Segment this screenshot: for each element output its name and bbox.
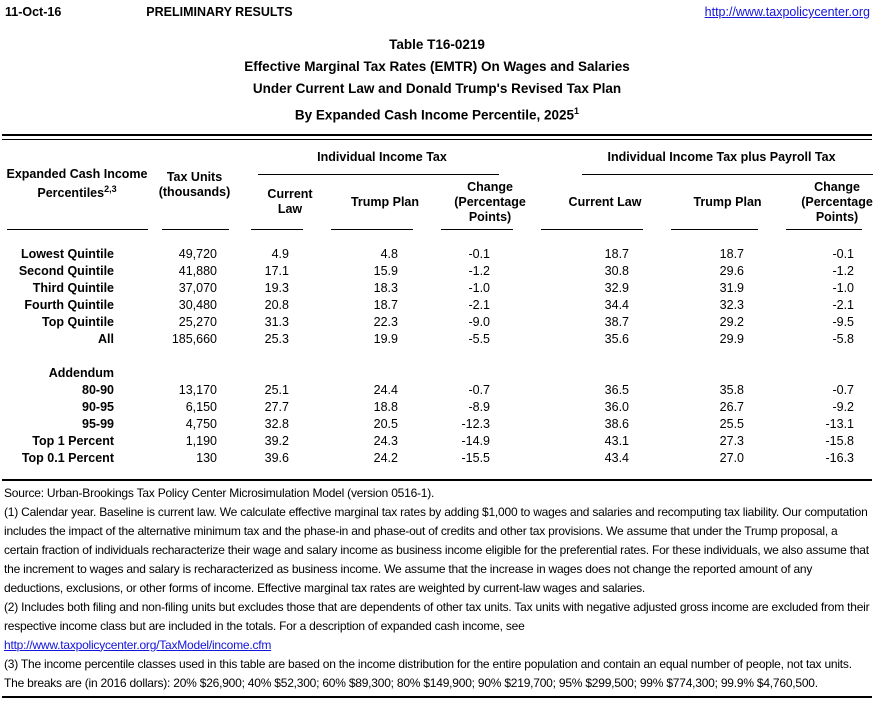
column-header-tax-units: Tax Units (thousands) <box>152 140 237 230</box>
value-cell: 27.0 <box>719 450 745 465</box>
top-header-bar <box>2 4 872 19</box>
table-row <box>2 297 874 314</box>
value-cell <box>527 365 657 382</box>
table-row <box>2 246 874 263</box>
row-label: Fourth Quintile <box>24 297 114 312</box>
value-cell: 34.4 <box>604 297 630 312</box>
value-cell: -5.8 <box>832 331 855 346</box>
value-cell: 27.3 <box>719 433 745 448</box>
value-cell: 15.9 <box>373 263 398 278</box>
value-cell <box>657 365 772 382</box>
header-underline <box>331 229 413 230</box>
column-header-change-1: Change (Percentage Points) <box>427 175 527 230</box>
value-cell: -9.5 <box>832 314 855 329</box>
value-cell: 35.6 <box>604 331 630 346</box>
value-cell: 130 <box>196 450 217 465</box>
spacer-row <box>2 348 874 365</box>
value-cell: 24.4 <box>373 382 398 397</box>
preliminary-results-label: PRELIMINARY RESULTS <box>146 5 293 19</box>
value-cell: 25.3 <box>264 331 289 346</box>
emtr-table <box>2 140 874 479</box>
value-cell: 4.8 <box>380 246 398 261</box>
value-cell: 6,150 <box>185 399 217 414</box>
value-cell: -13.1 <box>825 416 855 431</box>
footnote-2: (2) Includes both filing and non-filing units but excludes those that are dependents of other tax units. Tax units with negative adjusted gross income are excluded from their respective income class but are included in the totals. For a description of expanded cash income, see <box>4 599 870 633</box>
value-cell: 41,880 <box>178 263 217 278</box>
value-cell: -1.2 <box>832 263 855 278</box>
column-header-current-law-2: Current Law <box>527 175 657 230</box>
row-label: Addendum <box>48 365 114 380</box>
value-cell: -14.9 <box>461 433 491 448</box>
value-cell: -9.2 <box>832 399 855 414</box>
table-row <box>2 382 874 399</box>
stub-footnote-marker: 2,3 <box>104 184 117 195</box>
value-cell: 4,750 <box>185 416 217 431</box>
value-cell <box>237 365 317 382</box>
value-cell: 1,190 <box>185 433 217 448</box>
value-cell: 32.3 <box>719 297 745 312</box>
value-cell <box>772 365 874 382</box>
row-label: 80-90 <box>82 382 114 397</box>
value-cell: 30,480 <box>178 297 217 312</box>
value-cell: 18.8 <box>373 399 398 414</box>
column-header-trump-plan-2: Trump Plan <box>657 175 772 230</box>
value-cell: 36.0 <box>604 399 630 414</box>
title-line-4: By Expanded Cash Income Percentile, 2025$^1$ <box>294 106 580 123</box>
table-row <box>2 314 874 331</box>
group-header-income-plus-payroll-tax: Individual Income Tax plus Payroll Tax <box>527 140 874 175</box>
column-header-trump-plan-1: Trump Plan <box>317 175 427 230</box>
header-underline <box>786 229 862 230</box>
row-label: Top 0.1 Percent <box>21 450 114 465</box>
value-cell: -16.3 <box>825 450 855 465</box>
income-definition-link[interactable]: http://www.taxpolicycenter.org/TaxModel/income.cfm <box>4 637 272 652</box>
value-cell: -1.2 <box>468 263 491 278</box>
value-cell: 32.9 <box>604 280 630 295</box>
page-bottom-rule <box>2 696 872 698</box>
value-cell: 18.7 <box>719 246 745 261</box>
row-label: All <box>98 331 114 346</box>
table-number-title: Table T16-0219 <box>389 37 485 52</box>
row-label: Top 1 Percent <box>32 433 114 448</box>
value-cell: -15.8 <box>825 433 855 448</box>
value-cell: -0.1 <box>832 246 855 261</box>
table-row <box>2 280 874 297</box>
value-cell: 38.7 <box>604 314 630 329</box>
value-cell: 24.3 <box>373 433 398 448</box>
row-label: Top Quintile <box>42 314 114 329</box>
value-cell: 4.9 <box>271 246 289 261</box>
stub-underline <box>7 229 148 230</box>
value-cell: -2.1 <box>832 297 855 312</box>
value-cell: 17.1 <box>264 263 289 278</box>
value-cell: 24.2 <box>373 450 398 465</box>
column-header-current-law-1: Current Law <box>237 175 317 230</box>
table-row <box>2 331 874 348</box>
footnote-2-link-line <box>4 636 870 655</box>
value-cell: 31.9 <box>719 280 745 295</box>
value-cell: 19.3 <box>264 280 289 295</box>
value-cell: 18.7 <box>373 297 398 312</box>
value-cell: -12.3 <box>461 416 491 431</box>
value-cell: -5.5 <box>468 331 491 346</box>
value-cell: 35.8 <box>719 382 745 397</box>
value-cell: 25.1 <box>264 382 289 397</box>
title-footnote-marker: 1 <box>574 106 580 116</box>
value-cell: 29.6 <box>719 263 745 278</box>
value-cell: 29.2 <box>719 314 745 329</box>
value-cell: 26.7 <box>719 399 745 414</box>
value-cell: 18.7 <box>604 246 630 261</box>
spacer-row <box>2 230 874 246</box>
footnote-3: (3) The income percentile classes used in this table are based on the income distribution for the entire population and contain an equal number of people, not tax units. The breaks are (in 2016 dollars): 20% $26,900; 40% $52,300; 60% $89,300; 80% $149,900; 90% $219,700; 95% $299,500; 99% $774,300; 99.9% $4,760,500. <box>4 656 852 690</box>
row-label: 95-99 <box>82 416 114 431</box>
report-date: 11-Oct-16 <box>5 5 62 19</box>
header-underline <box>251 229 303 230</box>
table-row <box>2 365 874 382</box>
value-cell: 38.6 <box>604 416 630 431</box>
column-header-percentiles: Expanded Cash Income Percentiles$^{2,3}$ <box>2 140 152 230</box>
value-cell: -1.0 <box>468 280 491 295</box>
value-cell: 49,720 <box>178 246 217 261</box>
spacer-row <box>2 467 874 479</box>
value-cell: 43.1 <box>604 433 630 448</box>
row-label: Third Quintile <box>32 280 114 295</box>
value-cell: 39.2 <box>264 433 289 448</box>
value-cell: 39.6 <box>264 450 289 465</box>
title-block <box>2 34 872 127</box>
header-underline <box>541 229 643 230</box>
value-cell: -8.9 <box>468 399 491 414</box>
table-row <box>2 399 874 416</box>
value-cell: 22.3 <box>373 314 398 329</box>
value-cell: 36.5 <box>604 382 630 397</box>
table-row <box>2 450 874 467</box>
value-cell: 25,270 <box>178 314 217 329</box>
title-line-3: Under Current Law and Donald Trump's Revised Tax Plan <box>252 81 622 96</box>
value-cell: -9.0 <box>468 314 491 329</box>
source-note: Source: Urban-Brookings Tax Policy Center Microsimulation Model (version 0516-1). <box>4 485 435 500</box>
value-cell <box>427 365 527 382</box>
value-cell <box>152 365 237 382</box>
value-cell: 20.5 <box>373 416 398 431</box>
row-label: 90-95 <box>82 399 114 414</box>
value-cell: 30.8 <box>604 263 630 278</box>
value-cell: 29.9 <box>719 331 745 346</box>
tax-units-underline <box>162 229 229 230</box>
value-cell: 18.3 <box>373 280 398 295</box>
value-cell: 43.4 <box>604 450 630 465</box>
table-row <box>2 433 874 450</box>
value-cell: 37,070 <box>178 280 217 295</box>
header-underline <box>671 229 758 230</box>
value-cell: 31.3 <box>264 314 289 329</box>
title-line-2: Effective Marginal Tax Rates (EMTR) On Wages and Salaries <box>244 59 630 74</box>
footnote-1: (1) Calendar year. Baseline is current law. We calculate effective marginal tax rates by adding $1,000 to wages and salaries and recomputing tax liability. Our computation includes the impact of the alternative minimum tax and the phase-in and phase-out of credits and other tax provisions. We assume that under the Trump proposal, a certain fraction of individuals recharacterize their wage and salary income as business income eligible for the preferential rates. For these individuals, we also assume that the increment to wages and salary is recharacterized as business income. We assume that the increase in wages does not change the reported amount of any deductions, exclusions, or other forms of income. Effective marginal tax rates are weighted by current-law wages and salaries. <box>4 504 869 595</box>
value-cell: 19.9 <box>373 331 398 346</box>
footnotes <box>2 481 872 693</box>
table-row <box>2 416 874 433</box>
value-cell: -0.7 <box>468 382 491 397</box>
row-label: Lowest Quintile <box>20 246 114 261</box>
value-cell: 27.7 <box>264 399 289 414</box>
value-cell: 13,170 <box>178 382 217 397</box>
value-cell: 20.8 <box>264 297 289 312</box>
value-cell: -0.1 <box>468 246 491 261</box>
table-row <box>2 263 874 280</box>
value-cell: 25.5 <box>719 416 745 431</box>
value-cell <box>317 365 427 382</box>
value-cell: -15.5 <box>461 450 491 465</box>
value-cell: 185,660 <box>171 331 217 346</box>
value-cell: -0.7 <box>832 382 855 397</box>
table-body <box>2 230 874 479</box>
row-label: Second Quintile <box>18 263 114 278</box>
value-cell: -1.0 <box>832 280 855 295</box>
group-header-individual-income-tax: Individual Income Tax <box>237 140 527 175</box>
column-header-change-2: Change (Percentage Points) <box>772 175 874 230</box>
taxpolicycenter-link[interactable]: http://www.taxpolicycenter.org <box>704 5 870 19</box>
header-underline <box>441 229 513 230</box>
value-cell: -2.1 <box>468 297 491 312</box>
value-cell: 32.8 <box>264 416 289 431</box>
